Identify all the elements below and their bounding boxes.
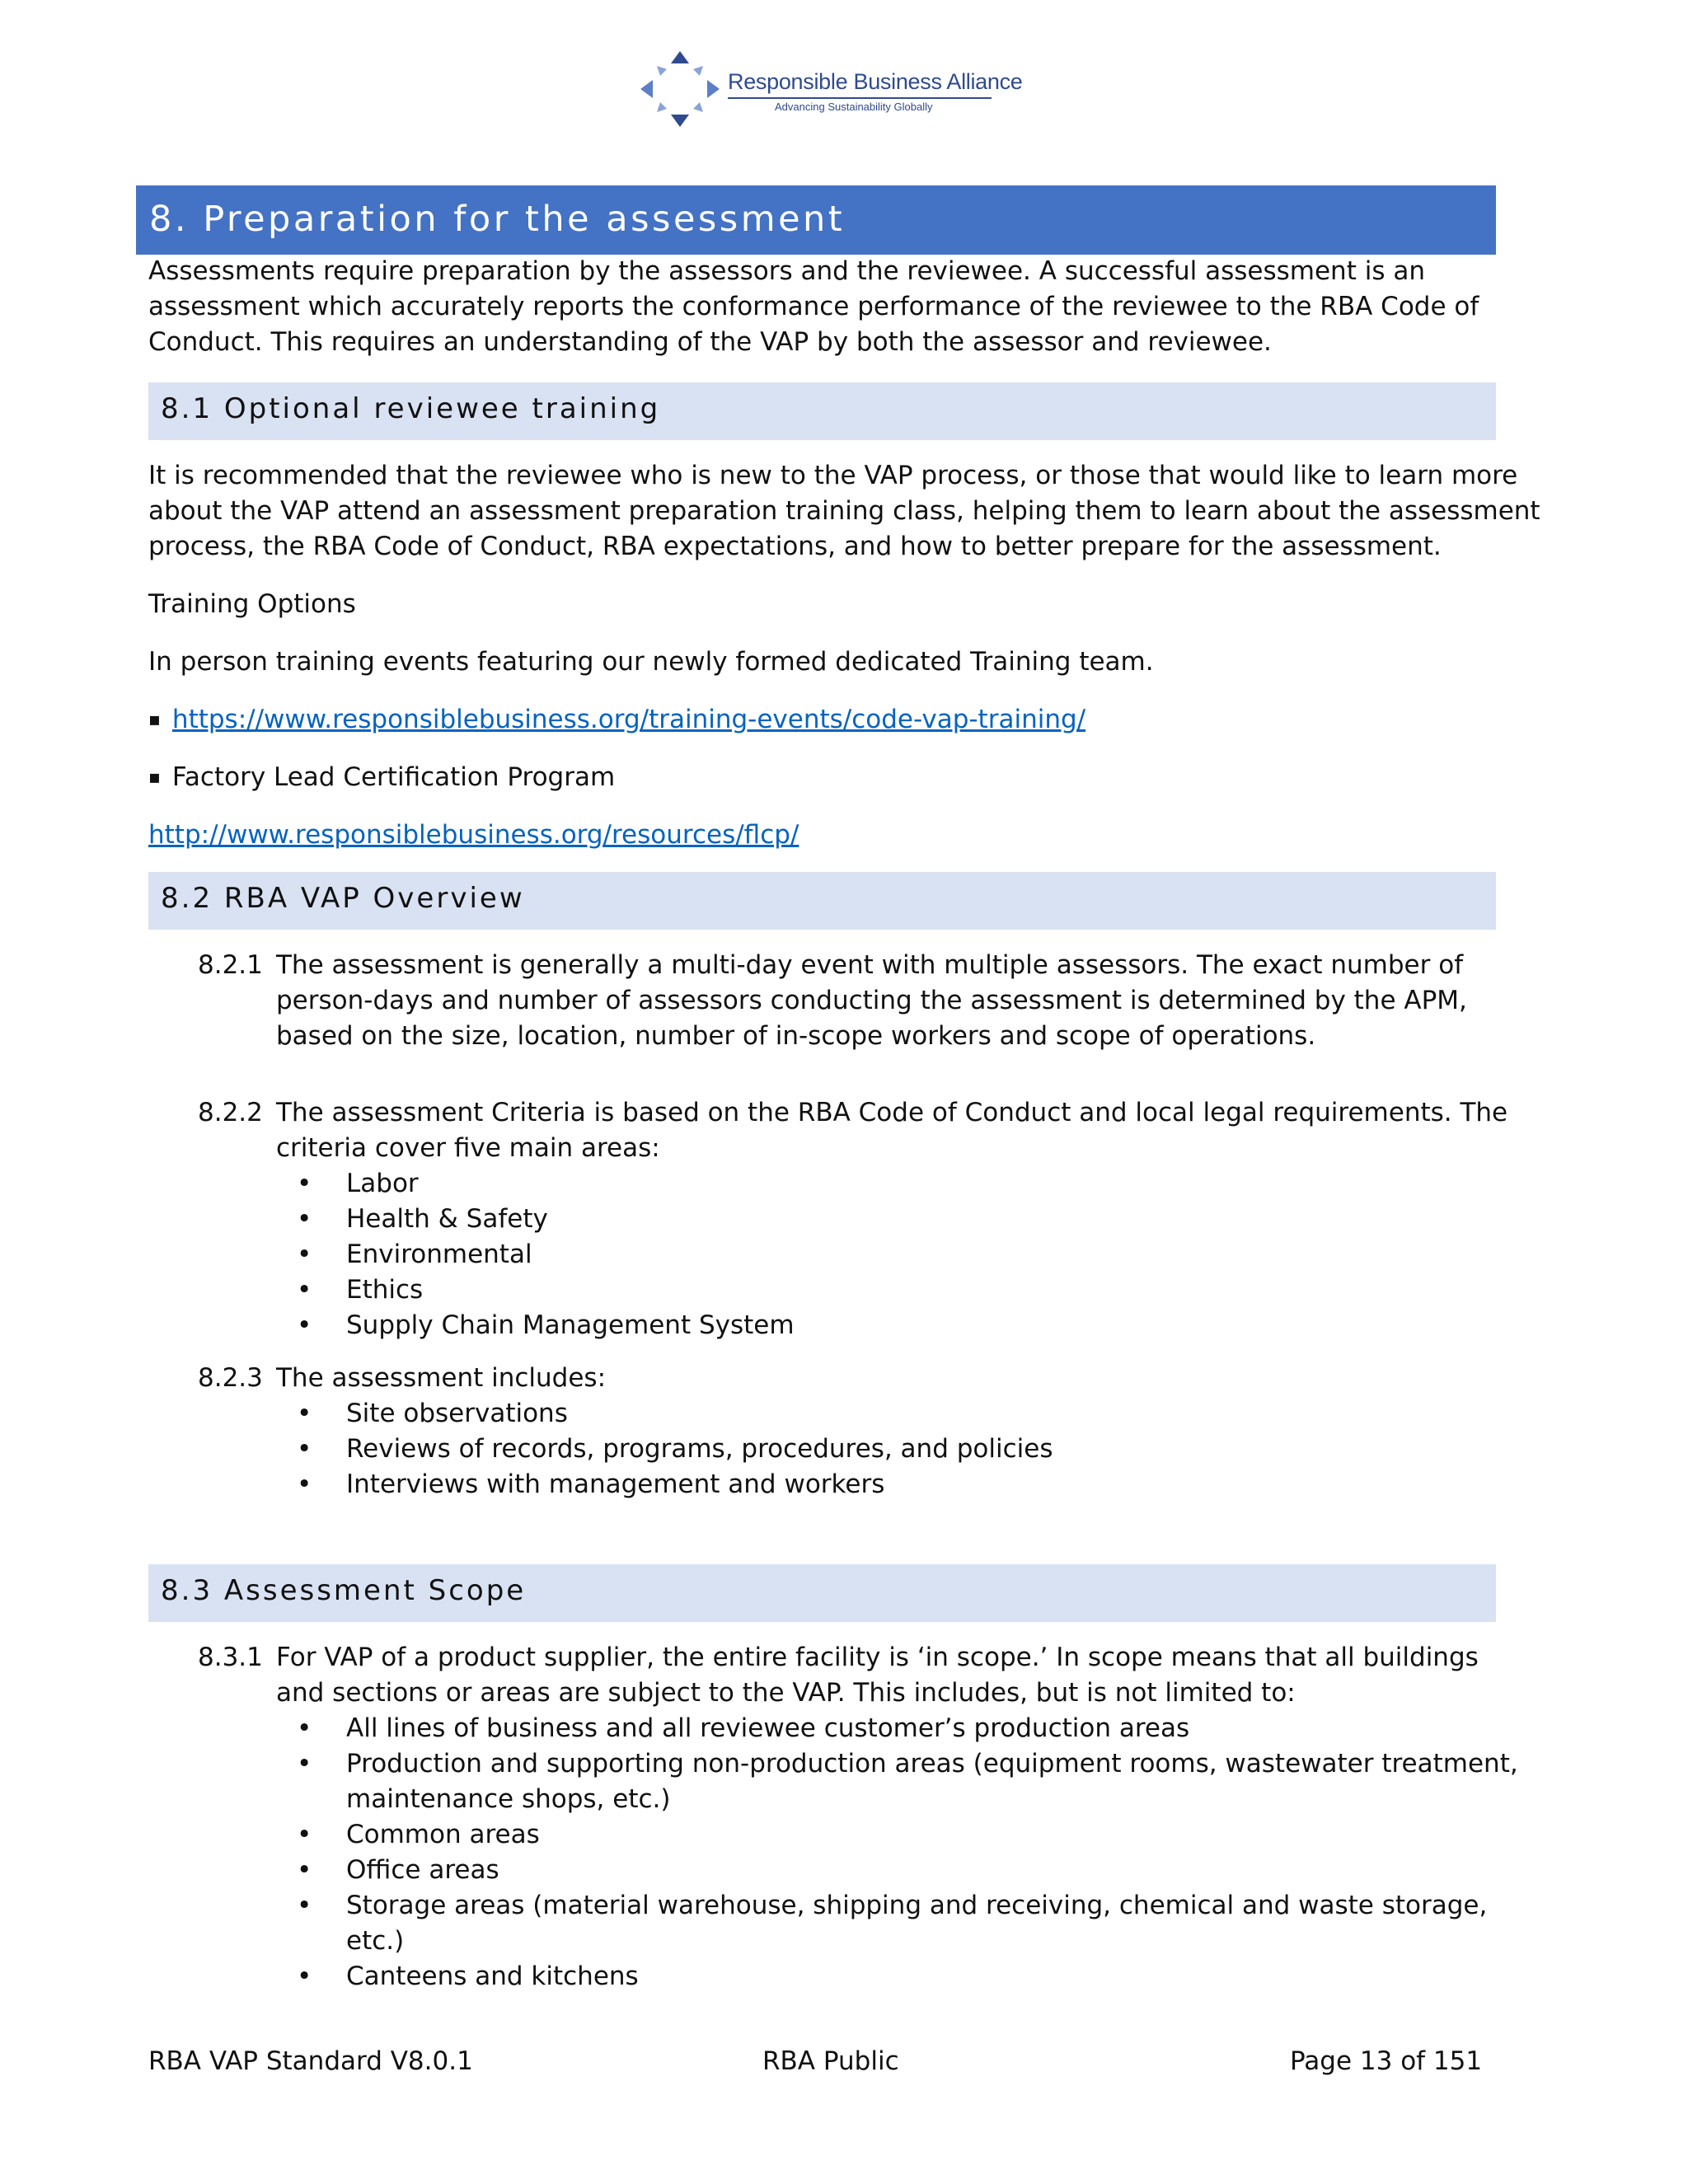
list-item: • Supply Chain Management System [297, 1308, 795, 1343]
list-item: • Labor [297, 1166, 795, 1202]
criteria-areas-list [297, 1166, 795, 1343]
section-8-2-heading [148, 872, 1496, 930]
compass-logo-icon [639, 49, 721, 132]
item-8-2-3-text: The assessment includes: [276, 1363, 607, 1393]
item-8-3-1-number: 8.3.1 [198, 1643, 263, 1672]
section-8-3-title: 8.3 Assessment Scope [161, 1574, 527, 1607]
list-item: • Site observations [297, 1396, 1053, 1432]
list-item-continuation: etc.) [346, 1926, 405, 1956]
section-8-heading [136, 185, 1496, 255]
section-8-title: 8. Preparation for the assessment [149, 199, 846, 240]
item-8-2-1-number: 8.2.1 [198, 950, 263, 980]
footer-page-number: Page 13 of 151 [1290, 2046, 1483, 2076]
scope-areas-list [297, 1711, 1518, 1994]
list-item: • Ethics [297, 1272, 795, 1308]
list-item: • Canteens and kitchens [297, 1959, 1518, 1994]
section-8-3-heading [148, 1564, 1496, 1622]
list-item: • Production and supporting non-production areas (equipment rooms, wastewater treatment, [297, 1746, 1518, 1782]
flcp-label: Factory Lead Certification Program [171, 762, 616, 792]
square-bullet-icon: ▪ [148, 710, 161, 730]
list-item: • Storage areas (material warehouse, shipping and receiving, chemical and waste storage, [297, 1888, 1518, 1924]
footer-classification: RBA Public [762, 2046, 899, 2076]
footer-document-title: RBA VAP Standard V8.0.1 [148, 2046, 473, 2076]
list-item: • Health & Safety [297, 1202, 795, 1237]
item-8-2-2-number: 8.2.2 [198, 1098, 263, 1127]
flcp-item [148, 760, 615, 795]
section-8-1-heading [148, 382, 1496, 440]
list-item: • Reviews of records, programs, procedures, and policies [297, 1432, 1053, 1467]
section-8-1-paragraph: It is recommended that the reviewee who is new to the VAP process, or those that would like to learn more about the VAP attend an assessment preparation training class, helping them to learn about the assessment process, the RBA Code of Conduct, RBA expectations, and how to better prepare for the assessment. [148, 461, 1540, 561]
org-tagline: Advancing Sustainability Globally [775, 101, 933, 113]
flcp-link[interactable]: http://www.responsiblebusiness.org/resources/flcp/ [148, 820, 799, 850]
training-link-item [148, 702, 1085, 738]
section-8-2-title: 8.2 RBA VAP Overview [161, 882, 525, 915]
item-8-2-1-text: The assessment is generally a multi-day event with multiple assessors. The exact number of person-days and number of assessors conducting the assessment is determined by the APM, based on the size, location, number of in-scope workers and scope of operations. [276, 950, 1467, 1051]
section-8-1-title: 8.1 Optional reviewee training [161, 392, 661, 425]
org-name: Responsible Business Alliance [728, 69, 1023, 94]
section-8-intro: Assessments require preparation by the assessors and the reviewee. A successful assessment is an assessment which accurately reports the conformance performance of the reviewee to the RBA Code of Conduct. This requires an understanding of the VAP by both the assessor and reviewee. [148, 256, 1479, 357]
flcp-link-line [148, 818, 1508, 853]
list-item: • Environmental [297, 1237, 795, 1272]
list-item: • Office areas [297, 1853, 1518, 1888]
list-item: • Interviews with management and workers [297, 1467, 1053, 1502]
in-person-training-text: In person training events featuring our newly formed dedicated Training team. [148, 647, 1154, 677]
item-8-2-3-number: 8.2.3 [198, 1363, 263, 1393]
logo-divider [728, 97, 992, 99]
training-options-label: Training Options [148, 589, 356, 619]
code-vap-training-link[interactable]: https://www.responsiblebusiness.org/training-events/code-vap-training/ [171, 705, 1086, 734]
list-item: • All lines of business and all reviewee customer’s production areas [297, 1711, 1518, 1746]
list-item: • Common areas [297, 1817, 1518, 1853]
assessment-includes-list [297, 1396, 1053, 1502]
rba-logo [639, 49, 1023, 132]
square-bullet-icon: ▪ [148, 767, 161, 788]
item-8-3-1-text: For VAP of a product supplier, the entire facility is ‘in scope.’ In scope means that all buildings and sections or areas are subject to the VAP. This includes, but is not limited to: [276, 1643, 1479, 1708]
item-8-2-2-text: The assessment Criteria is based on the RBA Code of Conduct and local legal requirements. The criteria cover five main areas: [276, 1098, 1508, 1163]
list-item-continuation: maintenance shops, etc.) [346, 1784, 671, 1814]
